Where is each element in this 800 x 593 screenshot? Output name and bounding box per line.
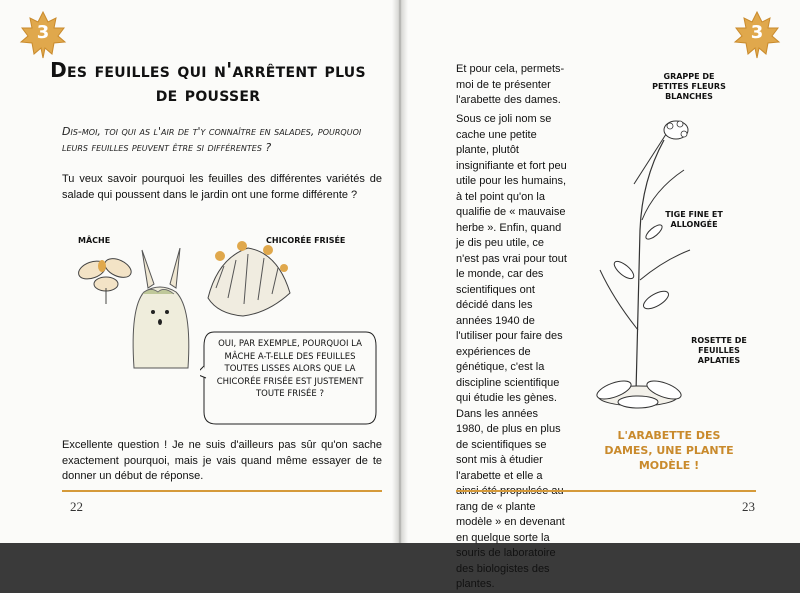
label-stem: TIGE FINE ET ALLONGÉE: [665, 210, 723, 229]
footer-rule: [456, 490, 756, 492]
label-rosette: ROSETTE DE FEUILLES APLATIES: [691, 336, 747, 365]
footer-rule: [62, 490, 382, 492]
rabbit-character: [120, 248, 200, 378]
arabidopsis-illustration: [594, 100, 744, 420]
main-text: Sous ce joli nom se cache une petite plante, plutôt insignifiante et fort peu utile pour les humains, à tel point qu'on la qualifie de « mauvaise herbe ». Enfin, quand je dis peu utile, ce n'est pas vrai pour tout le monde, car des scientifiques ont décidé dans les années 1940 de l'utiliser pour faire des expériences de génétique, c'est la discipline scientifique qui étudie les gènes. Dans les années 1980, de plus en plus de scientifiques se sont mis à étudier l'arabette et elle a rang de « plante modèle » en devenant en quelque sorte la souris de laboratoire des biologistes des plantes.: [456, 113, 567, 590]
chicoree-illustration: [198, 238, 298, 320]
lead-question: Dis-moi, toi qui as l'air de t'y connaître en salades, pourquoi leurs feuilles peuvent être si différentes ?: [62, 125, 362, 154]
maple-leaf-icon: [732, 10, 782, 60]
right-page: [408, 0, 800, 590]
page-number: 22: [70, 499, 83, 514]
chapter-number: 3: [36, 22, 50, 43]
paragraph-1: Tu veux savoir pourquoi les feuilles des différentes variétés de salade qui poussent dans le jardin ont une forme différente ?: [62, 173, 382, 201]
gutter: [392, 0, 408, 543]
intro-text: Et pour cela, permets-moi de te présenter l'arabette des dames.: [456, 63, 565, 106]
label-chicoree: CHICORÉE FRISÉE: [266, 236, 346, 245]
label-flowers: GRAPPE DE PETITES FLEURS BLANCHES: [652, 72, 726, 101]
maple-leaf-icon: [18, 10, 68, 60]
chapter-number: 3: [750, 22, 764, 43]
label-mache: MÂCHE: [78, 236, 111, 245]
speech-bubble-text: OUI, PAR EXEMPLE, POURQUOI LA MÂCHE A-T-ELLE DES FEUILLES TOUTES LISSES ALORS QUE LA CHICORÉE FRISÉE EST JUSTEMENT TOUTE FRISÉE ?: [216, 339, 364, 399]
figure-caption: L'ARABETTE DES DAMES, UNE PLANTE MODÈLE !: [604, 429, 734, 472]
page-number: 23: [742, 499, 755, 514]
left-page: [0, 0, 392, 543]
page-title: Des feuilles qui n'arrêtent plus de pousser: [50, 58, 366, 106]
paragraph-2: Excellente question ! Je ne suis d'ailleurs pas sûr qu'on sache exactement pourquoi, mais je vais quand même essayer de te donner un début de réponse.: [62, 439, 382, 482]
